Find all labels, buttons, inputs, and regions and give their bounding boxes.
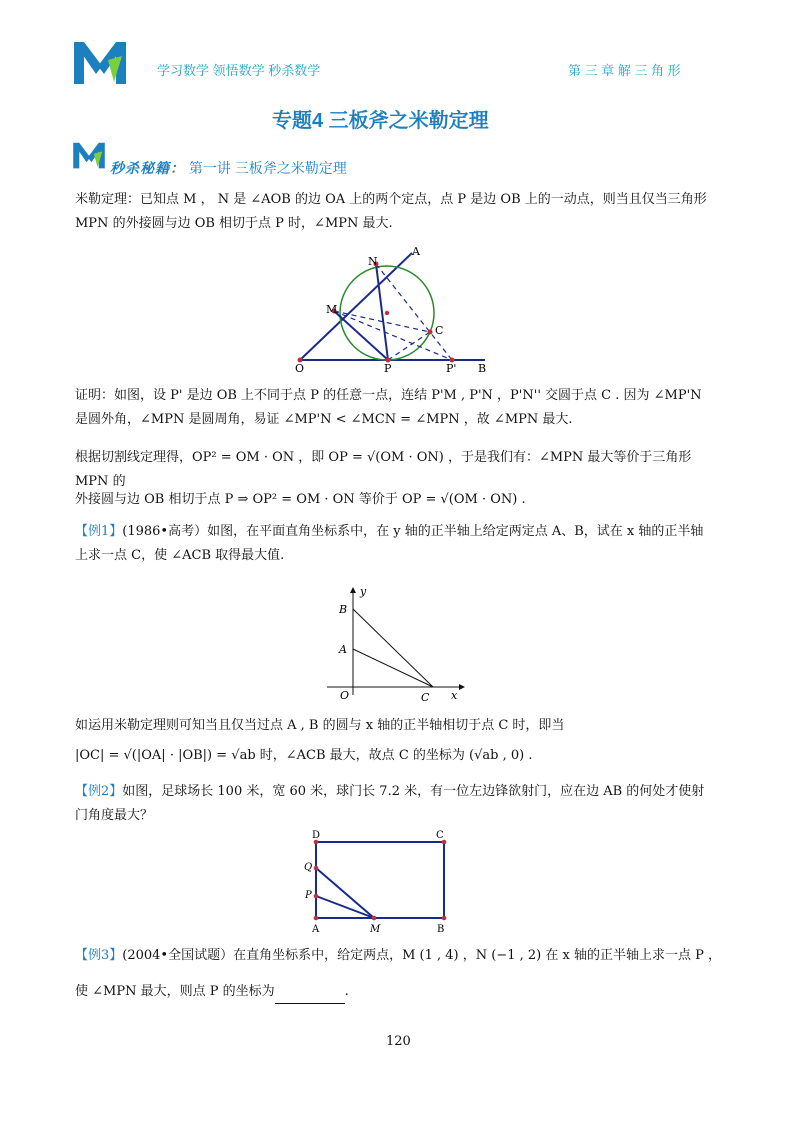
label-m: M	[326, 303, 338, 316]
label-b: B	[339, 603, 348, 616]
label-y: y	[360, 585, 367, 598]
coordinate-figure	[325, 585, 465, 705]
ray-oa	[300, 253, 412, 360]
point-q	[314, 866, 319, 871]
point-p	[314, 894, 319, 899]
label-d: D	[312, 830, 321, 841]
example-1	[75, 520, 725, 568]
example-3	[75, 944, 725, 968]
label-p: P	[305, 890, 312, 901]
label-a: A	[412, 245, 420, 258]
example-3-line-2-wrap	[75, 980, 725, 1004]
example-1-line-2: 上求一点 C，使 ∠ACB 取得最大值.	[75, 548, 285, 563]
label-p: P	[384, 362, 392, 375]
section-logo	[72, 140, 106, 170]
circle-center	[385, 311, 389, 315]
proof-text	[75, 384, 725, 432]
field-rect	[316, 842, 444, 918]
example-3-label: 【例3】	[75, 948, 123, 963]
miller-figure	[290, 245, 500, 375]
example-2-line-1: 如图，足球场长 100 米，宽 60 米，球门长 7.2 米，有一位左边锋欲射门，应在边 AB 的何处才使射	[122, 784, 705, 799]
label-b: B	[478, 362, 487, 375]
label-o: O	[340, 689, 350, 702]
example-1-line-1: (1986•高考）如图，在平面直角坐标系中，在 y 轴的正半轴上给定两定点 A、B，试在 x 轴的正半轴	[122, 524, 704, 539]
label-c: C	[435, 324, 444, 337]
label-q: Q	[304, 862, 313, 873]
brand-logo	[72, 38, 128, 86]
answer-blank[interactable]	[275, 989, 345, 1004]
proof-line-2: 是圆外角，∠MPN 是圆周角，易证 ∠MP'N < ∠MCN = ∠MPN ，故 ∠MPN 最大.	[75, 412, 573, 427]
example-3-line-2: 使 ∠MPN 最大，则点 P 的坐标为	[75, 984, 275, 999]
label-c: C	[421, 691, 430, 704]
label-x: x	[451, 689, 458, 702]
theorem-line-2: MPN 的外接圆与边 OB 相切于点 P 时，∠MPN 最大.	[75, 216, 393, 231]
solution-1-line-1: 如运用米勒定理则可知当且仅当过点 A , B 的圆与 x 轴的正半轴相切于点 C 时，即当	[75, 718, 565, 733]
section-heading	[110, 158, 347, 178]
label-a: A	[339, 643, 347, 656]
page-title: 专题4 三板斧之米勒定理	[272, 110, 489, 132]
example-3-line-1: (2004•全国试题）在直角坐标系中，给定两点，M (1 , 4) ，N (−1 , 2) 在 x 轴的正半轴上求一点 P ，	[122, 948, 721, 963]
point-a	[314, 916, 319, 921]
tangent-line-2: 外接圆与边 OB 相切于点 P ⇒ OP² = OM · ON 等价于 OP = √(OM · ON) .	[75, 492, 526, 507]
header-left-text: 学习数学 领悟数学 秒杀数学	[157, 63, 321, 78]
page-number: 120	[386, 1034, 411, 1049]
label-m: M	[370, 924, 381, 935]
example-3-line-2-end: .	[344, 984, 349, 999]
solution-1-line-2: |OC| = √(|OA| · |OB|) = √ab 时，∠ACB 最大，故点 C 的坐标为 (√ab , 0) .	[75, 748, 533, 763]
point-m	[372, 916, 377, 921]
proof-line-1: 证明：如图，设 P' 是边 OB 上不同于点 P 的任意一点，连结 P'M , P'N ，P'N'' 交圆于点 C . 因为 ∠MP'N	[75, 388, 702, 403]
point-b	[442, 916, 447, 921]
label-n: N	[368, 255, 378, 268]
section-text: 第一讲 三板斧之米勒定理	[188, 160, 347, 176]
label-a: A	[312, 924, 320, 935]
theorem-line-1: 米勒定理：已知点 M ， N 是 ∠AOB 的边 OA 上的两个定点，点 P 是边 OB 上的一动点，则当且仅当三角形	[75, 192, 707, 207]
point-c	[428, 330, 433, 335]
label-c: C	[436, 830, 444, 841]
label-b: B	[437, 924, 445, 935]
section-tag: 秒杀秘籍：	[110, 160, 185, 176]
label-o: O	[295, 362, 305, 375]
label-p-prime: P'	[446, 362, 457, 375]
tangent-line-1: 根据切割线定理得，OP² = OM · ON ，即 OP = √(OM · ON) ，于是我们有：∠MPN 最大等价于三角形 MPN 的	[75, 450, 692, 489]
header-right-text: 第 三 章 解 三 角 形	[568, 63, 681, 78]
theorem-text	[75, 188, 725, 236]
example-2-label: 【例2】	[75, 784, 123, 799]
example-1-label: 【例1】	[75, 524, 123, 539]
example-2-line-2: 门角度最大？	[75, 808, 154, 823]
example-2	[75, 780, 725, 828]
soccer-field-figure	[300, 828, 460, 936]
